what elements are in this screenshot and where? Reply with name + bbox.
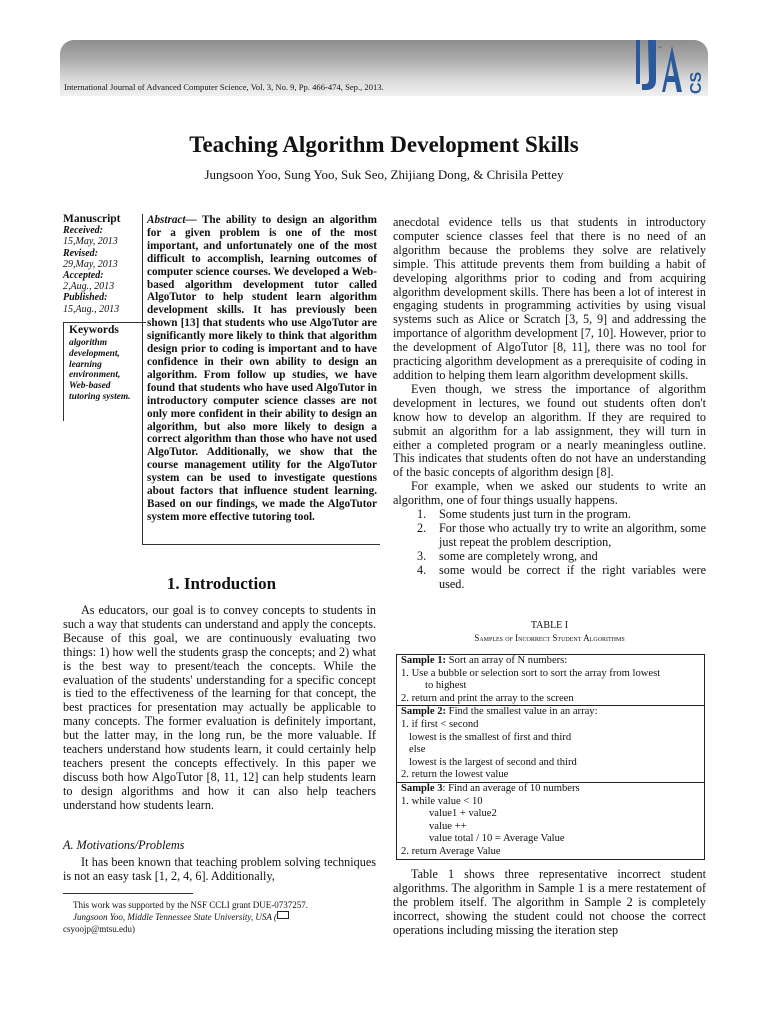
table-row: Sample 2: Find the smallest value in an array: 1. if first < second lowest is the smallest of first and third else lowest is the largest of second and third 2. return the lowest value bbox=[397, 706, 705, 783]
col2b-p1: Table 1 shows three representative incorrect student algorithms. The algorithm in Sample 1 is a mere restatement of the problem itself. The algorithm in Sample 2 is completely incorrect, showing the student could not choose the correct operations including missing the iteration step bbox=[393, 867, 706, 937]
manuscript-info bbox=[63, 214, 143, 315]
manuscript-heading: Manuscript bbox=[63, 213, 121, 225]
published-date: 15,Aug., 2013 bbox=[63, 303, 120, 315]
right-column-text bbox=[393, 216, 706, 591]
journal-citation: International Journal of Advanced Computer Science, Vol. 3, No. 9, Pp. 466-474, Sep., 2013. bbox=[64, 82, 384, 92]
table-caption bbox=[393, 620, 706, 644]
motivation-paragraph bbox=[63, 856, 376, 884]
intro-p2: It has been known that teaching problem solving techniques is not an easy task [1, 2, 4, 6]. Additionally, bbox=[63, 855, 376, 883]
footnote-email: csyoojp@mtsu.edu) bbox=[63, 924, 136, 934]
accepted-label: Accepted: bbox=[63, 270, 104, 282]
footnote-rule bbox=[63, 893, 193, 894]
email-icon bbox=[277, 911, 289, 919]
table-label: TABLE I bbox=[530, 620, 569, 631]
intro-paragraph bbox=[63, 604, 376, 813]
paper-title: Teaching Algorithm Development Skills bbox=[189, 132, 579, 157]
col2-p2: Even though, we stress the importance of algorithm development in lectures, we found out students often don't know how to develop an algorithm. If they are required to submit an algorithm for a lab assignment, they will turn in either a completed program or a nearly meaningless outline. This indicates that students often do not have an understanding of the basic concepts of algorithm design [8]. bbox=[393, 381, 706, 480]
subsection-heading: A. Motivations/Problems bbox=[63, 838, 185, 852]
accepted-date: 2,Aug., 2013 bbox=[63, 281, 115, 293]
keywords-list: algorithm development, learning environment, Web-based tutoring system. bbox=[69, 338, 131, 402]
revised-label: Revised: bbox=[63, 247, 98, 259]
paper-authors: Jungsoon Yoo, Sung Yoo, Suk Seo, Zhijiang Dong, & Chrisila Pettey bbox=[204, 167, 564, 182]
footnote bbox=[63, 899, 376, 935]
published-label: Published: bbox=[63, 292, 108, 304]
journal-logo-cs: CS bbox=[688, 71, 705, 94]
keywords-heading: Keywords bbox=[69, 324, 119, 336]
revised-date: 29,May, 2013 bbox=[63, 258, 118, 270]
received-label: Received: bbox=[63, 225, 103, 237]
list-item: 2. For those who actually try to write an algorithm, some just repeat the problem description, bbox=[417, 520, 706, 549]
logo-text: IJA bbox=[658, 45, 662, 49]
table-discussion bbox=[393, 868, 706, 938]
list-item: 1. Some students just turn in the program. bbox=[417, 507, 631, 522]
outcomes-list bbox=[393, 508, 706, 591]
list-item: 4. some would be correct if the right variables were used. bbox=[417, 562, 706, 591]
table-title: Samples of Incorrect Student Algorithms bbox=[474, 633, 625, 643]
journal-logo-icon bbox=[632, 36, 686, 100]
col2-p3: For example, when we asked our students to write an algorithm, one of four things usually happens. bbox=[393, 479, 706, 508]
abstract-label: Abstract— bbox=[147, 214, 197, 226]
col2-p1: anecdotal evidence tells us that students in introductory computer science classes feel that there is no need of an algorithm because the problems they solve are relatively simple. This attitude prevents them from building a habit of developing algorithms prior to coding and from acquiring algorithm development skills. There has been a lot of interest in engaging students in programming activities by using visual systems such as Alice or Scratch [3, 5, 9] and addressing the importance of algorithm development [7, 10]. However, prior to the development of AlgoTutor [8, 11], there was no tool for practicing algorithm development as a prerequisite of coding in addition to helping them learn algorithm development skills. bbox=[393, 215, 706, 382]
abstract-text: The ability to design an algorithm for a given problem is one of the most important, and unfortunately one of the most difficult to accomplish, learning outcomes of computer science courses. We developed a Web-based algorithm development tutor called AlgoTutor to help student learn algorithm development skills. It has previously been shown [13] that students who use AlgoTutor are significantly more likely to think that algorithm design prior to coding is important and to have confidence in their own ability to design an algorithm. From follow up studies, we have found that students who have used AlgoTutor in introductory computer science classes are not only more confident in their ability to design an algorithm, but also more likely to design a correct algorithm than those who have not used AlgoTutor. Additionally, we show that the course management utility for the AlgoTutor system can be used to investigate questions about factors that influence student learning. Based on our findings, we made the AlgoTutor system more effective tutoring tool. bbox=[147, 214, 377, 523]
received-date: 15,May, 2013 bbox=[63, 236, 118, 248]
footnote-support: This work was supported by the NSF CCLI grant DUE-0737257. bbox=[73, 900, 308, 910]
intro-p1: As educators, our goal is to convey concepts to students in such a way that students can understand and apply the concepts. Because of this goal, we are continuously evaluating two things: 1) how well the students grasp the concepts; and 2) what is the best way to present/teach the concepts. While the evaluation of the students' understanding for a specific concept is tied to the effectiveness of the learning for that concept, the best practices for presentation may actually be applicable to many concepts. The former evaluation is definitely important, but the latter may, in the long run, be the more valuable. If teachers understand how students learn, it could certainly help teachers present the concepts effectively. In this paper we discuss both how AlgoTutor [8, 11, 12] can help students learn to design algorithms and how it can also help teachers understand how students learn. bbox=[63, 603, 376, 812]
abstract-rule bbox=[142, 544, 380, 545]
section-heading-introduction: 1. Introduction bbox=[166, 574, 277, 593]
abstract bbox=[147, 214, 377, 524]
table-row: Sample 3: Find an average of 10 numbers 1. while value < 10 value1 + value2 value ++ value total / 10 = Average Value 2. return Average Value bbox=[397, 782, 705, 859]
table-row: Sample 1: Sort an array of N numbers: 1. Use a bubble or selection sort to sort the array from lowest to highest 2. return and print the array to the screen bbox=[397, 655, 705, 706]
footnote-affiliation: Jungsoon Yoo, Middle Tennessee State University, USA ( bbox=[73, 912, 277, 922]
samples-table bbox=[396, 654, 705, 860]
sidebar-divider bbox=[142, 214, 143, 544]
list-item: 3. some are completely wrong, and bbox=[417, 548, 598, 563]
